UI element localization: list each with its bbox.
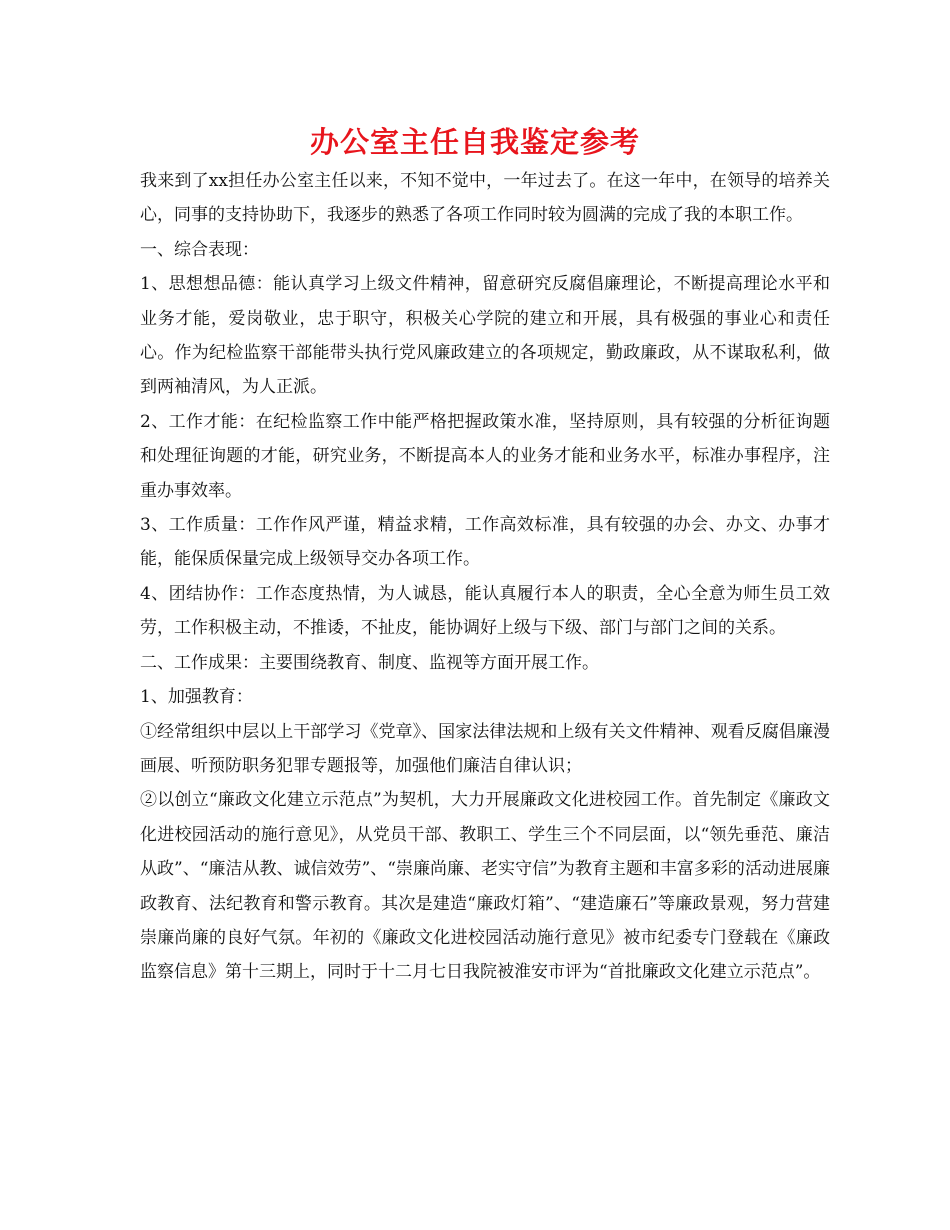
- paragraph-ability: 2、工作才能：在纪检监察工作中能严格把握政策水准，坚持原则，具有较强的分析征询题和处理征询题的才能，研究业务，不断提高本人的业务才能和业务水平，标准办事程序，注重办事效率。: [140, 411, 830, 501]
- paragraph-intro: 我来到了xx担任办公室主任以来，不知不觉中，一年过去了。在这一年中，在领导的培养关心，同事的支持协助下，我逐步的熟悉了各项工作同时较为圆满的完成了我的本职工作。: [140, 171, 830, 226]
- subheading-education: 1、加强教育：: [140, 687, 253, 708]
- paragraph-ideology: 1、思想想品德：能认真学习上级文件精神，留意研究反腐倡廉理论，不断提高理论水平和业务才能，爱岗敬业，忠于职守，积极关心学院的建立和开展，具有极强的事业心和责任心。作为纪检监察干部能带头执行党风廉政建立的各项规定，勤政廉政，从不谋取私利，做到两袖清风，为人正派。: [140, 274, 830, 398]
- list-item-2: ②以创立“廉政文化建立示范点”为契机，大力开展廉政文化进校园工作。首先制定《廉政文化进校园活动的施行意见》，从党员干部、教职工、学生三个不同层面，以“领先垂范、廉洁从政”、“廉洁从教、诚信效劳”、“崇廉尚廉、老实守信”为教育主题和丰富多彩的活动进展廉政教育、法纪教育和警示教育。其次是建造“廉政灯箱”、“建造廉石”等廉政景观，努力营建崇廉尚廉的良好气氛。年初的《廉政文化进校园活动施行意见》被市纪委专门登载在《廉政监察信息》第十三期上，同时于十二月七日我院被淮安市评为“首批廉政文化建立示范点”。: [140, 790, 830, 983]
- list-item-1: ①经常组织中层以上干部学习《党章》、国家法律法规和上级有关文件精神、观看反腐倡廉漫画展、听预防职务犯罪专题报等，加强他们廉洁自律认识；: [140, 721, 830, 776]
- section-heading-overall: 一、综合表现：: [140, 239, 259, 260]
- document-body: [140, 164, 830, 990]
- document-title: 办公室主任自我鉴定参考: [309, 125, 640, 159]
- paragraph-teamwork: 4、团结协作：工作态度热情，为人诚恳，能认真履行本人的职责，全心全意为师生员工效劳，工作积极主动，不推诿，不扯皮，能协调好上级与下级、部门与部门之间的关系。: [140, 583, 830, 639]
- paragraph-quality: 3、工作质量：工作作风严谨，精益求精，工作高效标准，具有较强的办会、办文、办事才能，能保质保量完成上级领导交办各项工作。: [140, 515, 830, 570]
- section-heading-results: 二、工作成果：主要围绕教育、制度、监视等方面开展工作。: [140, 652, 599, 673]
